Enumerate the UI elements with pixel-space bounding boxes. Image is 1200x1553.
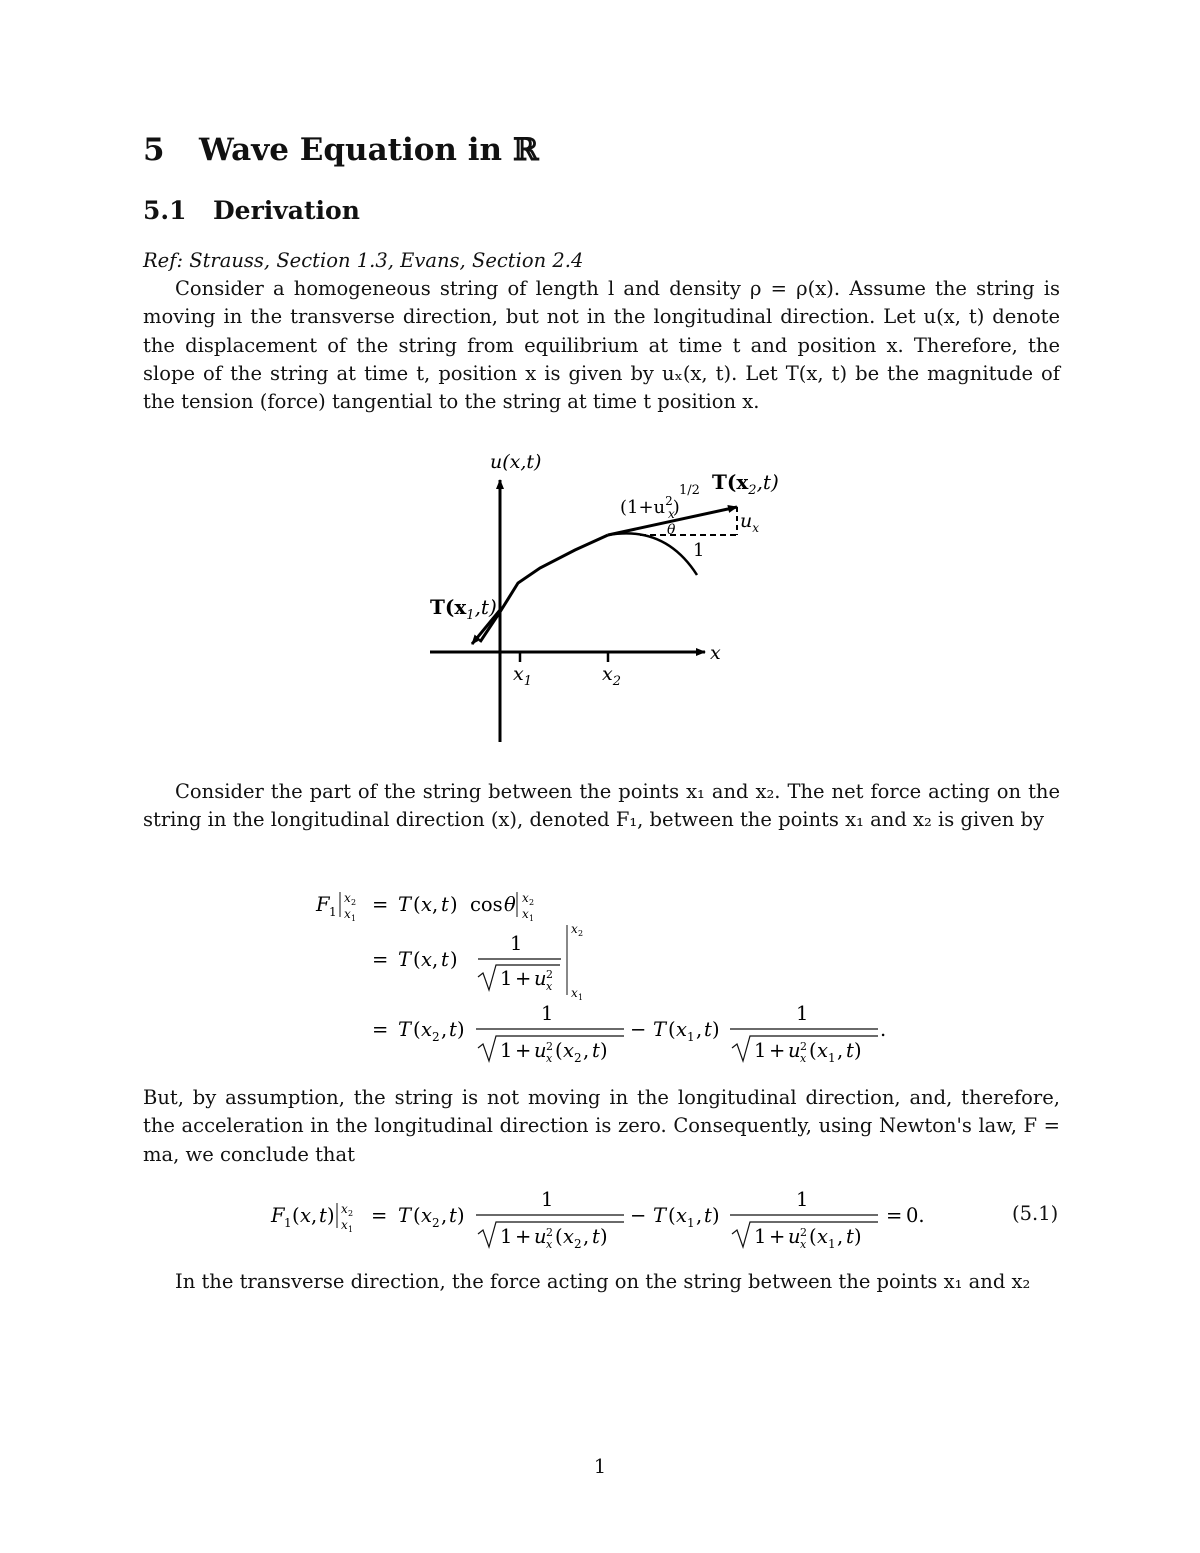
svg-text:1: 1 (578, 993, 584, 1002)
tension-left-label: $T(x_1,t)$ (430, 595, 497, 623)
svg-text:−: − (630, 1018, 647, 1041)
svg-text:): ) (600, 1225, 608, 1248)
svg-text:,: , (837, 1225, 844, 1248)
svg-text:t: t (846, 1039, 854, 1062)
svg-text:): ) (854, 1039, 862, 1062)
svg-text:T: T (398, 893, 412, 916)
svg-text:x: x (563, 1039, 574, 1062)
string-tension-figure (410, 440, 810, 750)
svg-text:,: , (311, 1204, 318, 1227)
svg-text:=: = (371, 1204, 388, 1227)
svg-text:1: 1 (510, 932, 523, 955)
section-title: Wave Equation in ℝ (199, 132, 539, 168)
subsection-heading (143, 196, 360, 225)
svg-text:x: x (817, 1039, 828, 1062)
svg-text:x: x (676, 1204, 687, 1227)
svg-text:θ: θ (504, 893, 516, 916)
svg-text:x: x (546, 1238, 553, 1251)
subsection-number: 5.1 (143, 196, 187, 225)
svg-text:1: 1 (329, 905, 337, 919)
svg-text:.: . (880, 1018, 887, 1041)
svg-text:1: 1 (687, 1216, 695, 1230)
svg-text:x: x (421, 948, 432, 971)
svg-text:2: 2 (546, 968, 553, 981)
section-heading (143, 132, 539, 168)
svg-text:+: + (515, 1039, 532, 1062)
one-label: 1 (693, 540, 705, 561)
svg-text:(: ( (292, 1204, 300, 1227)
svg-text:,: , (441, 1204, 448, 1227)
svg-text:1: 1 (500, 967, 513, 990)
svg-text:,: , (432, 893, 439, 916)
svg-text:=: = (372, 948, 389, 971)
svg-text:x: x (421, 893, 432, 916)
svg-text:1: 1 (500, 1225, 513, 1248)
svg-text:(: ( (668, 1018, 676, 1041)
paragraph-intro: Consider a homogeneous string of length l and density ρ = ρ(x). Assume the string is moving in the transverse direction, but not in the longitudinal direction. Let u(x, t) denote the displacement of the string from equilibrium at time t and position x. Therefore, the slope of the string at time t, position x is given by uₓ(x, t). Let T(x, t) be the magnitude of the tension (force) tangential to the string at time t position x. (143, 277, 1060, 414)
svg-text:2: 2 (432, 1030, 440, 1044)
svg-text:t: t (846, 1225, 854, 1248)
svg-text:): ) (712, 1018, 720, 1041)
svg-text:T: T (653, 1018, 667, 1041)
svg-text:x: x (341, 1202, 348, 1216)
svg-text:(: ( (809, 1225, 817, 1248)
svg-text:x: x (522, 907, 529, 921)
svg-text:x: x (817, 1225, 828, 1248)
svg-text:1: 1 (529, 914, 535, 923)
svg-text:t: t (592, 1039, 600, 1062)
svg-text:1: 1 (348, 1225, 354, 1234)
svg-text:1: 1 (796, 1002, 809, 1025)
subsection-title: Derivation (213, 196, 360, 225)
svg-text:(: ( (413, 1018, 421, 1041)
svg-text:=: = (886, 1204, 903, 1227)
svg-text:x: x (421, 1018, 432, 1041)
reference-line: Ref: Strauss, Section 1.3, Evans, Section 2.4 (143, 249, 584, 272)
svg-text:x: x (676, 1018, 687, 1041)
svg-text:x: x (421, 1204, 432, 1227)
svg-text:,: , (583, 1225, 590, 1248)
svg-text:u: u (788, 1225, 801, 1248)
svg-text:): ) (450, 893, 458, 916)
svg-text:): ) (450, 948, 458, 971)
svg-text:u: u (788, 1039, 801, 1062)
x1-label: $x_1$ (513, 663, 532, 689)
svg-text:1: 1 (541, 1002, 554, 1025)
svg-text:): ) (457, 1018, 465, 1041)
svg-text:1: 1 (754, 1225, 767, 1248)
svg-text:cos: cos (470, 893, 503, 916)
paragraph-newton: But, by assumption, the string is not moving in the longitudinal direction, and, therefore, the acceleration in the longitudinal direction is zero. Consequently, using Newton's law, F = ma, we conclude that (143, 1086, 1060, 1166)
svg-text:x: x (300, 1204, 311, 1227)
svg-text:T: T (398, 1204, 412, 1227)
svg-text:1: 1 (500, 1039, 513, 1062)
svg-text:x: x (522, 891, 529, 905)
svg-text:2: 2 (546, 1040, 553, 1053)
svg-text:,: , (441, 1018, 448, 1041)
svg-text:t: t (449, 1204, 457, 1227)
hypotenuse-exponent: 1/2 (679, 483, 700, 498)
svg-text:t: t (704, 1204, 712, 1227)
x-axis-label: x (710, 642, 721, 664)
svg-text:T: T (398, 1018, 412, 1041)
y-axis-label: u(x,t) (490, 451, 542, 473)
svg-text:2: 2 (574, 1237, 582, 1251)
equation-number: (5.1) (1012, 1202, 1059, 1225)
hypotenuse-label: $(1+u^2)$ (620, 494, 680, 518)
svg-text:): ) (327, 1204, 335, 1227)
svg-text:1: 1 (284, 1216, 292, 1230)
svg-text:2: 2 (800, 1226, 807, 1239)
string-continuation (608, 533, 697, 575)
svg-text:(: ( (809, 1039, 817, 1062)
svg-text:2: 2 (574, 1051, 582, 1065)
svg-text:,: , (432, 948, 439, 971)
svg-text:u: u (534, 1225, 547, 1248)
svg-text:=: = (372, 893, 389, 916)
svg-text:2: 2 (432, 1216, 440, 1230)
svg-text:1: 1 (796, 1188, 809, 1211)
svg-text:2: 2 (578, 929, 584, 938)
svg-text:+: + (769, 1039, 786, 1062)
svg-text:=: = (372, 1018, 389, 1041)
svg-text:t: t (449, 1018, 457, 1041)
svg-text:(: ( (555, 1225, 563, 1248)
page-number: 1 (593, 1455, 607, 1478)
svg-text:(: ( (668, 1204, 676, 1227)
svg-text:1: 1 (754, 1039, 767, 1062)
svg-text:t: t (319, 1204, 327, 1227)
svg-text:+: + (515, 1225, 532, 1248)
svg-text:t: t (441, 948, 449, 971)
svg-text:+: + (769, 1225, 786, 1248)
svg-text:1: 1 (351, 914, 357, 923)
svg-text:x: x (344, 907, 351, 921)
svg-text:): ) (712, 1204, 720, 1227)
svg-text:(: ( (413, 948, 421, 971)
svg-text:2: 2 (800, 1040, 807, 1053)
paragraph-transverse: In the transverse direction, the force acting on the string between the points x₁ and x₂ (175, 1270, 1031, 1293)
svg-text:x: x (546, 980, 553, 993)
svg-text:t: t (592, 1225, 600, 1248)
svg-text:2: 2 (351, 898, 357, 907)
svg-text:): ) (854, 1225, 862, 1248)
svg-text:x: x (800, 1052, 807, 1065)
hypotenuse-subscript: x (668, 507, 675, 521)
ux-label: $u_x$ (740, 510, 760, 535)
svg-text:T: T (398, 948, 412, 971)
svg-text:2: 2 (348, 1209, 354, 1218)
svg-text:x: x (563, 1225, 574, 1248)
svg-text:2: 2 (529, 898, 535, 907)
svg-text:F: F (316, 893, 330, 916)
svg-text:u: u (534, 967, 547, 990)
tension-right-label: $T(x_2,t)$ (712, 470, 779, 498)
svg-text:(: ( (413, 1204, 421, 1227)
svg-text:): ) (457, 1204, 465, 1227)
svg-text:+: + (515, 967, 532, 990)
svg-text:t: t (441, 893, 449, 916)
svg-text:,: , (696, 1018, 703, 1041)
svg-text:x: x (571, 986, 578, 1000)
svg-text:t: t (704, 1018, 712, 1041)
svg-text:1: 1 (828, 1237, 836, 1251)
svg-text:1: 1 (541, 1188, 554, 1211)
svg-text:0.: 0. (906, 1204, 925, 1227)
svg-text:,: , (583, 1039, 590, 1062)
svg-text:): ) (600, 1039, 608, 1062)
svg-text:u: u (534, 1039, 547, 1062)
theta-label: θ (667, 522, 676, 538)
svg-text:x: x (344, 891, 351, 905)
svg-text:T: T (653, 1204, 667, 1227)
svg-text:1: 1 (687, 1030, 695, 1044)
svg-text:(: ( (413, 893, 421, 916)
section-number: 5 (143, 132, 165, 168)
svg-text:2: 2 (546, 1226, 553, 1239)
x2-label: $x_2$ (602, 663, 621, 689)
svg-text:−: − (630, 1204, 647, 1227)
svg-text:,: , (837, 1039, 844, 1062)
svg-text:x: x (341, 1218, 348, 1232)
svg-text:1: 1 (828, 1051, 836, 1065)
svg-text:(: ( (555, 1039, 563, 1062)
svg-text:x: x (571, 922, 578, 936)
svg-text:F: F (271, 1204, 285, 1227)
paragraph-net-force: Consider the part of the string between the points x₁ and x₂. The net force acting on the string in the longitudinal direction (x), denoted F₁, between the points x₁ and x₂ is given by (143, 780, 1060, 832)
svg-text:x: x (546, 1052, 553, 1065)
svg-text:x: x (800, 1238, 807, 1251)
svg-text:,: , (696, 1204, 703, 1227)
